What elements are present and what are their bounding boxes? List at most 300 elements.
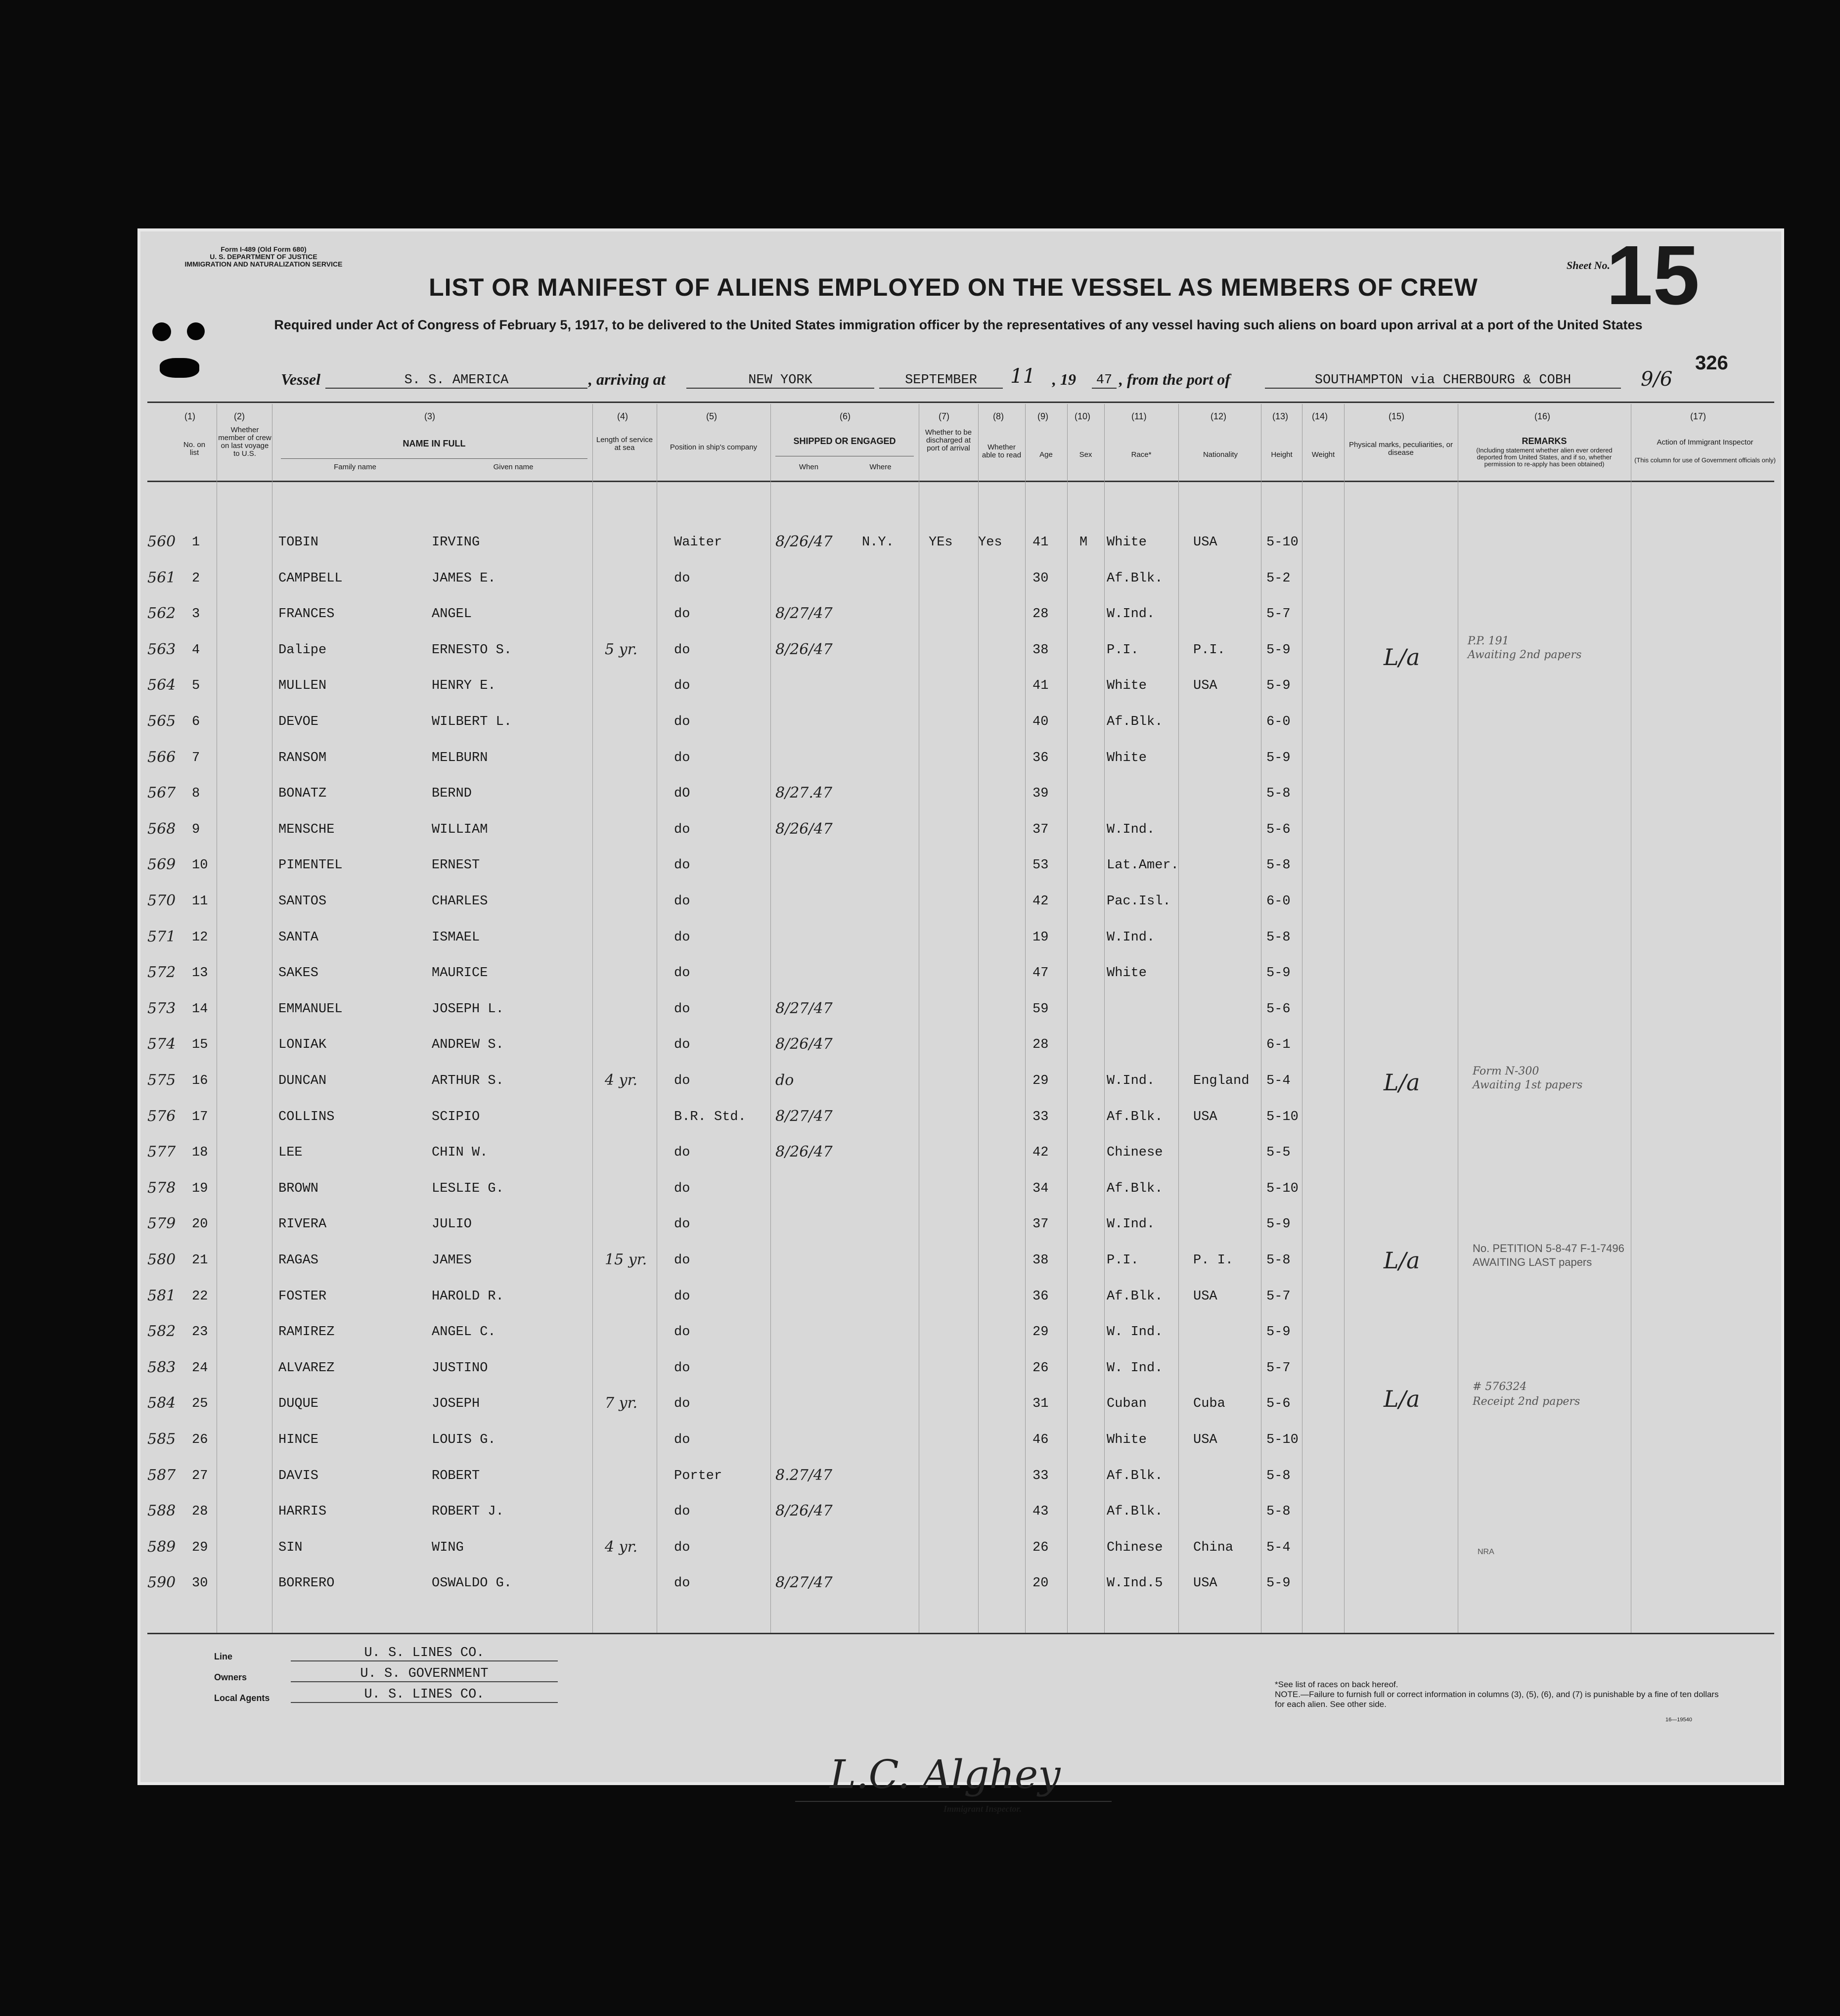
handwritten-line-number: 563 [147,640,176,658]
header-nationality: Nationality [1203,450,1238,459]
given-name: CHIN W. [432,1145,488,1161]
height: 5-6 [1266,1396,1291,1412]
age: 28 [1032,607,1049,622]
family-name: HINCE [278,1433,319,1447]
manifest-sheet [137,228,1784,1814]
shipped-when: 8/26/47 [775,533,833,550]
header-remarks-note: (Including statement whether alien ever ordered deported from United States, and if so, whether permission to re-apply has been obtained) [1476,447,1613,468]
race: White [1107,535,1147,550]
position: Waiter [674,535,722,550]
position: do [674,1037,690,1053]
row-number: 9 [192,822,200,837]
height: 5-9 [1266,1576,1291,1591]
position: do [674,571,690,586]
handwritten-line-number: 578 [147,1179,176,1197]
position: do [674,1181,690,1196]
service-length: 5 yr. [605,640,638,658]
footnote [1275,1680,1720,1709]
family-name: FRANCES [278,607,335,622]
column-number: (15) [1389,411,1405,421]
stamped-number: 326 [1695,352,1728,374]
nationality: USA [1193,1433,1217,1447]
given-name: SCIPIO [432,1109,480,1124]
department-name: U. S. DEPARTMENT OF JUSTICE [210,253,317,261]
column-number: (16) [1534,411,1551,421]
handwritten-line-number: 570 [147,892,176,909]
height: 5-8 [1266,858,1291,873]
age: 39 [1032,786,1049,802]
header-divider [281,458,587,459]
position: B.R. Std. [674,1109,746,1124]
age: 29 [1032,1074,1049,1088]
table-row [137,822,1784,858]
action-mark: L/a [1384,1247,1420,1274]
shipped-when: 8/26/47 [775,640,833,658]
nationality: USA [1193,1576,1217,1591]
age: 26 [1032,1360,1049,1376]
arrival-year: 47 [1092,373,1117,389]
position: do [674,1289,690,1304]
shipped-when: 8/26/47 [775,1502,833,1520]
page-title: LIST OR MANIFEST OF ALIENS EMPLOYED ON THE VESSEL AS MEMBERS OF CREW [429,273,1478,301]
remark-text: Form N-300 [1473,1065,1539,1077]
header-given-name: Given name [493,463,534,471]
family-name: EMMANUEL [278,1001,343,1017]
given-name: JAMES [432,1253,472,1268]
family-name: TOBIN [278,535,319,550]
height: 5-8 [1266,1468,1291,1483]
handwritten-line-number: 560 [147,533,176,550]
race: W.Ind. [1107,607,1155,622]
sheet-label: Sheet No. [1567,259,1610,271]
family-name: Dalipe [278,642,327,658]
race: Af.Blk. [1107,715,1163,729]
family-name: MENSCHE [278,822,335,837]
remark-text: P.P. 191 [1468,635,1509,647]
position: do [674,858,690,873]
family-name: BONATZ [278,786,327,802]
height: 5-9 [1266,642,1291,658]
height: 5-8 [1266,786,1291,802]
age: 36 [1032,1289,1049,1304]
handwritten-line-number: 569 [147,856,176,874]
age: 37 [1032,1217,1049,1232]
handwritten-line-number: 581 [147,1287,176,1304]
nationality: P. I. [1193,1253,1234,1268]
year-prefix: , 19 [1052,370,1076,388]
row-number: 27 [192,1468,208,1483]
arriving-label: , arriving at [588,370,666,388]
shipped-when: 8/27.47 [775,784,833,802]
row-number: 23 [192,1325,208,1340]
race: W. Ind. [1107,1360,1163,1376]
given-name: IRVING [432,535,480,550]
position: do [674,1325,690,1340]
header-position: Position in ship's company [670,443,758,451]
table-row [137,1576,1784,1612]
vessel-name: S. S. AMERICA [325,373,587,389]
age: 42 [1032,1145,1049,1161]
race: W. Ind. [1107,1325,1163,1340]
height: 5-2 [1266,571,1291,586]
given-name: JOSEPH L. [432,1001,504,1017]
position: do [674,642,690,658]
sex: M [1079,535,1088,550]
punch-hole [152,322,171,341]
handwritten-line-number: 564 [147,676,176,694]
fine-note: NOTE.—Failure to furnish full or correct information in columns (3), (5), (6), and (7) is punishable by a fine of ten dollars for each alien. See other side. [1275,1690,1719,1709]
form-print-code: 16—19540 [1665,1717,1692,1723]
handwritten-line-number: 580 [147,1251,176,1268]
position: do [674,750,690,765]
given-name: ANGEL [432,607,472,622]
agents-value: U. S. LINES CO. [291,1687,558,1703]
shipped-when: 8.27/47 [775,1466,833,1484]
height: 5-9 [1266,1325,1291,1340]
row-number: 26 [192,1433,208,1447]
family-name: CAMPBELL [278,571,343,586]
race: White [1107,750,1147,765]
nationality: England [1193,1074,1250,1088]
handwritten-line-number: 562 [147,605,176,623]
shipped-when: 8/26/47 [775,1143,833,1161]
age: 30 [1032,571,1049,586]
age: 46 [1032,1433,1049,1447]
race: White [1107,678,1147,694]
given-name: WILBERT L. [432,715,512,729]
position: do [674,1074,690,1088]
row-number: 29 [192,1540,208,1555]
owners-label: Owners [214,1672,247,1682]
age: 36 [1032,750,1049,765]
race: White [1107,966,1147,981]
given-name: BERND [432,786,472,802]
header-shipped-engaged: SHIPPED OR ENGAGED [793,436,896,446]
family-name: RANSOM [278,750,327,765]
table-row [137,966,1784,1001]
position: do [674,1433,690,1447]
sheet-number: 15 [1606,228,1700,322]
height: 5-9 [1266,966,1291,981]
handwritten-line-number: 574 [147,1035,176,1053]
header-bottom-rule [147,481,1774,482]
row-number: 15 [192,1037,208,1053]
height: 5-10 [1266,1109,1299,1124]
height: 5-6 [1266,822,1291,837]
table-row [137,1107,1784,1145]
column-number: (7) [939,411,949,421]
height: 5-7 [1266,1360,1291,1376]
service-length: 4 yr. [605,1538,638,1556]
table-row [137,786,1784,822]
race: Af.Blk. [1107,1468,1163,1483]
given-name: MELBURN [432,750,488,765]
given-name: ERNESTO S. [432,642,512,658]
inspector-label: Immigrant Inspector. [943,1804,1022,1814]
header-family-name: Family name [334,463,376,471]
service-name: IMMIGRATION AND NATURALIZATION SERVICE [184,260,343,268]
given-name: MAURICE [432,966,488,981]
race: White [1107,1433,1147,1447]
column-number: (11) [1131,411,1147,421]
shipped-when: 8/27/47 [775,999,833,1017]
given-name: JAMES E. [432,571,496,586]
family-name: BORRERO [278,1576,335,1591]
race: W.Ind. [1107,930,1155,945]
given-name: ROBERT [432,1468,480,1483]
family-name: ALVAREZ [278,1360,335,1376]
family-name: DAVIS [278,1468,319,1483]
remark-text: NRA [1478,1548,1494,1556]
discharged: YEs [929,535,953,550]
position: do [674,1001,690,1017]
given-name: ROBERT J. [432,1504,504,1520]
table-row [137,571,1784,607]
handwritten-line-number: 568 [147,820,176,838]
remark-text: AWAITING LAST papers [1473,1256,1592,1268]
column-number: (9) [1037,411,1048,421]
age: 40 [1032,715,1049,729]
line-label: Line [214,1652,233,1661]
race: Pac.Isl. [1107,894,1171,909]
height: 6-1 [1266,1037,1291,1053]
table-row [137,1504,1784,1540]
given-name: WILLIAM [432,822,488,837]
table-row [137,894,1784,930]
position: do [674,894,690,909]
race: Af.Blk. [1107,1289,1163,1304]
height: 5-10 [1266,1433,1299,1447]
shipped-when: 8/27/47 [775,1107,833,1125]
given-name: ISMAEL [432,930,480,945]
row-number: 21 [192,1253,208,1268]
header-physical-marks: Physical marks, peculiarities, or disease [1348,441,1453,457]
given-name: ANGEL C. [432,1325,496,1340]
races-note: *See list of races on back hereof. [1275,1680,1398,1689]
header-discharged: Whether to be discharged at port of arrival [925,428,972,452]
column-number: (8) [993,411,1004,421]
header-last-voyage: Whether member of crew on last voyage to U.S. [218,426,271,458]
family-name: LEE [278,1145,303,1161]
table-row [137,678,1784,714]
column-number: (3) [424,411,435,421]
given-name: JOSEPH [432,1396,480,1412]
nationality: P.I. [1193,642,1225,658]
family-name: MULLEN [278,678,327,694]
race: Lat.Amer. [1107,858,1179,873]
column-number: (5) [706,411,717,421]
column-number: (2) [234,411,245,421]
remark-text: Receipt 2nd papers [1473,1395,1580,1408]
row-number: 22 [192,1289,208,1304]
punch-hole [160,358,199,378]
table-row [137,1540,1784,1576]
service-length: 15 yr. [605,1251,647,1268]
header-sex: Sex [1079,450,1092,459]
position: Porter [674,1468,722,1483]
table-row [137,1289,1784,1325]
handwritten-line-number: 579 [147,1215,176,1233]
given-name: JULIO [432,1217,472,1232]
action-mark: L/a [1384,644,1420,671]
given-name: LOUIS G. [432,1433,496,1447]
handwritten-line-number: 576 [147,1107,176,1125]
family-name: SANTA [278,930,319,945]
row-number: 1 [192,535,200,550]
row-number: 12 [192,930,208,945]
nationality: USA [1193,678,1217,694]
age: 34 [1032,1181,1049,1196]
table-row [137,1433,1784,1468]
able-to-read: Yes [978,535,1002,550]
form-number: Form I-489 (Old Form 680) [221,245,307,253]
shipped-when: 8/27/47 [775,1574,833,1592]
family-name: RIVERA [278,1217,327,1232]
remark-text: # 576324 [1473,1381,1527,1393]
handwritten-line-number: 589 [147,1538,176,1556]
column-number: (14) [1312,411,1328,421]
row-number: 10 [192,858,208,873]
age: 28 [1032,1037,1049,1053]
row-number: 7 [192,750,200,765]
nationality: USA [1193,1109,1217,1124]
position: do [674,678,690,694]
agents-label: Local Agents [214,1693,270,1703]
row-number: 30 [192,1576,208,1591]
header-weight: Weight [1311,450,1335,459]
race: W.Ind. [1107,1074,1155,1088]
position: do [674,966,690,981]
race: Chinese [1107,1145,1163,1161]
owners-value: U. S. GOVERNMENT [291,1666,558,1682]
arrival-day: 11 [1010,365,1035,388]
handwritten-line-number: 582 [147,1323,176,1341]
handwritten-line-number: 565 [147,713,176,730]
handwritten-line-number: 566 [147,748,176,766]
given-name: ARTHUR S. [432,1074,504,1088]
race: Af.Blk. [1107,1181,1163,1196]
table-row [137,1181,1784,1217]
header-where: Where [869,463,892,471]
handwritten-line-number: 590 [147,1574,176,1592]
age: 20 [1032,1576,1049,1591]
nationality: USA [1193,1289,1217,1304]
action-mark: L/a [1384,1069,1420,1096]
table-row [137,1358,1784,1396]
line-value: U. S. LINES CO. [291,1646,558,1661]
arrival-port: NEW YORK [686,373,874,389]
height: 5-9 [1266,1217,1291,1232]
service-length: 4 yr. [605,1072,638,1089]
handwritten-date: 9/6 [1641,368,1673,391]
row-number: 14 [192,1001,208,1017]
family-name: SANTOS [278,894,327,909]
nationality: Cuba [1193,1396,1225,1412]
column-number: (4) [617,411,628,421]
header-when: When [799,463,819,471]
row-number: 16 [192,1074,208,1088]
row-number: 28 [192,1504,208,1520]
row-number: 25 [192,1396,208,1412]
position: do [674,1576,690,1591]
position: do [674,930,690,945]
handwritten-line-number: 561 [147,569,176,586]
remark-text: No. PETITION 5-8-47 F-1-7496 [1473,1242,1624,1254]
action-mark: L/a [1384,1386,1420,1412]
race: W.Ind. [1107,822,1155,837]
header-able-to-read: Whether able to read [982,443,1022,459]
row-number: 2 [192,571,200,586]
given-name: JUSTINO [432,1360,488,1376]
family-name: LONIAK [278,1037,327,1053]
given-name: CHARLES [432,894,488,909]
handwritten-line-number: 567 [147,784,176,802]
table-row [137,535,1784,571]
form-identifier [180,246,348,268]
age: 42 [1032,894,1049,909]
row-number: 8 [192,786,200,802]
age: 59 [1032,1001,1049,1017]
row-number: 19 [192,1181,208,1196]
column-number: (17) [1690,411,1706,421]
position: do [674,607,690,622]
race: W.Ind.5 [1107,1576,1163,1591]
handwritten-line-number: 585 [147,1431,176,1448]
given-name: HAROLD R. [432,1289,504,1304]
height: 6-0 [1266,894,1291,909]
family-name: BROWN [278,1181,319,1196]
table-row [137,930,1784,966]
age: 41 [1032,535,1049,550]
age: 31 [1032,1396,1049,1412]
handwritten-line-number: 577 [147,1143,176,1161]
handwritten-line-number: 587 [147,1466,176,1484]
race: Af.Blk. [1107,1109,1163,1124]
page-subtitle: Required under Act of Congress of February 5, 1917, to be delivered to the United States immigration officer by the representatives of any vessel having such aliens on board upon arrival at a port of the United States [274,317,1643,332]
age: 29 [1032,1325,1049,1340]
given-name: ANDREW S. [432,1037,504,1053]
column-number: (6) [840,411,851,421]
height: 5-10 [1266,535,1299,550]
given-name: ERNEST [432,858,480,873]
signature-line [795,1801,1112,1802]
row-number: 24 [192,1360,208,1376]
remark-text: Awaiting 2nd papers [1468,649,1582,661]
age: 37 [1032,822,1049,837]
remark-text: Awaiting 1st papers [1473,1079,1583,1091]
header-top-rule [147,402,1774,403]
family-name: DUQUE [278,1396,319,1412]
age: 53 [1032,858,1049,873]
header-name-in-full: NAME IN FULL [403,439,466,448]
row-number: 13 [192,966,208,981]
header-age: Age [1039,450,1053,459]
age: 26 [1032,1540,1049,1555]
position: do [674,1504,690,1520]
arrival-month: SEPTEMBER [879,373,1003,389]
row-number: 20 [192,1217,208,1232]
service-length: 7 yr. [605,1394,638,1412]
height: 5-10 [1266,1181,1299,1196]
age: 41 [1032,678,1049,694]
family-name: DUNCAN [278,1074,327,1088]
table-row [137,1145,1784,1181]
column-number: (12) [1211,411,1227,421]
header-inspector-action: Action of Immigrant Inspector [1657,438,1753,447]
handwritten-line-number: 588 [147,1502,176,1520]
handwritten-line-number: 571 [147,928,176,945]
header-no-on-list: No. on list [183,441,206,457]
